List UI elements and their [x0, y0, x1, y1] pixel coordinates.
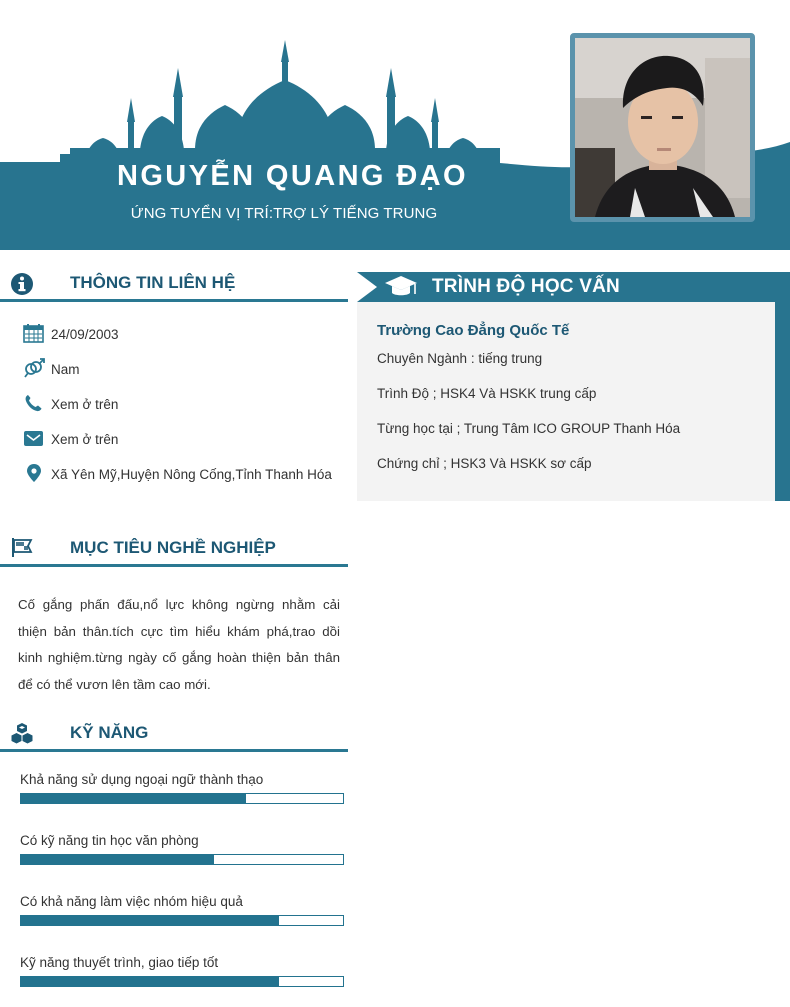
skill-label: Kỹ năng thuyết trình, giao tiếp tốt [20, 955, 219, 970]
skill-item [20, 955, 344, 971]
applied-position: ỨNG TUYỂN VỊ TRÍ:TRỢ LÝ TIẾNG TRUNG [130, 205, 438, 222]
phone-text: Xem ở trên [51, 397, 119, 412]
map-marker-icon [23, 463, 45, 483]
skill-label: Khả năng sử dụng ngoại ngữ thành thạo [20, 772, 264, 787]
cubes-icon [10, 722, 34, 746]
email-icon [23, 428, 45, 448]
email-text: Xem ở trên [51, 432, 119, 447]
contact-section-title: THÔNG TIN LIÊN HỆ [70, 273, 236, 292]
education-certificate: Chứng chỉ ; HSK3 Và HSKK sơ cấp [377, 456, 592, 471]
skill-progress-fill [21, 916, 279, 925]
skill-progress-fill [21, 855, 214, 864]
skill-label: Có kỹ năng tin học văn phòng [20, 833, 199, 848]
gender-text: Nam [51, 362, 80, 377]
header-banner [0, 0, 790, 250]
skill-progress-bar [20, 793, 344, 804]
gender-icon [23, 358, 45, 378]
school-name: Trường Cao Đẳng Quốc Tế [377, 322, 570, 339]
address-text: Xã Yên Mỹ,Huyện Nông Cống,Tỉnh Thanh Hóa [51, 467, 332, 482]
section-divider [0, 564, 348, 567]
education-side-accent [775, 272, 790, 501]
skill-progress-bar [20, 915, 344, 926]
contact-section-header [0, 270, 348, 302]
profile-photo [570, 33, 755, 222]
calendar-icon [23, 323, 45, 343]
skill-progress-bar [20, 854, 344, 865]
skill-item [20, 833, 344, 849]
skills-section-header [0, 720, 348, 752]
education-level: Trình Độ ; HSK4 Và HSKK trung cấp [377, 386, 597, 401]
objective-section-title: MỤC TIÊU NGHỀ NGHIỆP [70, 538, 276, 557]
education-section-header [357, 272, 790, 302]
candidate-name: NGUYỄN QUANG ĐẠO [117, 160, 468, 192]
career-objective-text: Cố gắng phấn đấu,nổ lực không ngừng nhằm cải thiện bản thân.tích cực tìm hiểu khám phá,trao dồi kinh nghiệm.từng ngày cố gắng hoàn thiện bản thân để có thể vươn lên tầm cao mới. [18, 597, 340, 692]
education-studied-at: Từng học tại ; Trung Tâm ICO GROUP Thanh Hóa [377, 421, 681, 436]
flag-icon [10, 537, 34, 561]
section-divider [0, 749, 348, 752]
objective-section-header [0, 535, 348, 567]
education-section-title: TRÌNH ĐỘ HỌC VẤN [432, 276, 620, 297]
birthdate-text: 24/09/2003 [51, 327, 119, 342]
section-divider [0, 299, 348, 302]
skill-label: Có khả năng làm việc nhóm hiệu quả [20, 894, 243, 909]
phone-icon [23, 393, 45, 413]
skills-section-title: KỸ NĂNG [70, 723, 149, 742]
education-major: Chuyên Ngành : tiếng trung [377, 351, 543, 366]
skill-progress-fill [21, 794, 246, 803]
skill-item [20, 772, 344, 788]
skill-progress-bar [20, 976, 344, 987]
info-circle-icon [10, 272, 34, 296]
skill-item [20, 894, 344, 910]
graduation-cap-icon [384, 274, 418, 300]
skill-progress-fill [21, 977, 279, 986]
